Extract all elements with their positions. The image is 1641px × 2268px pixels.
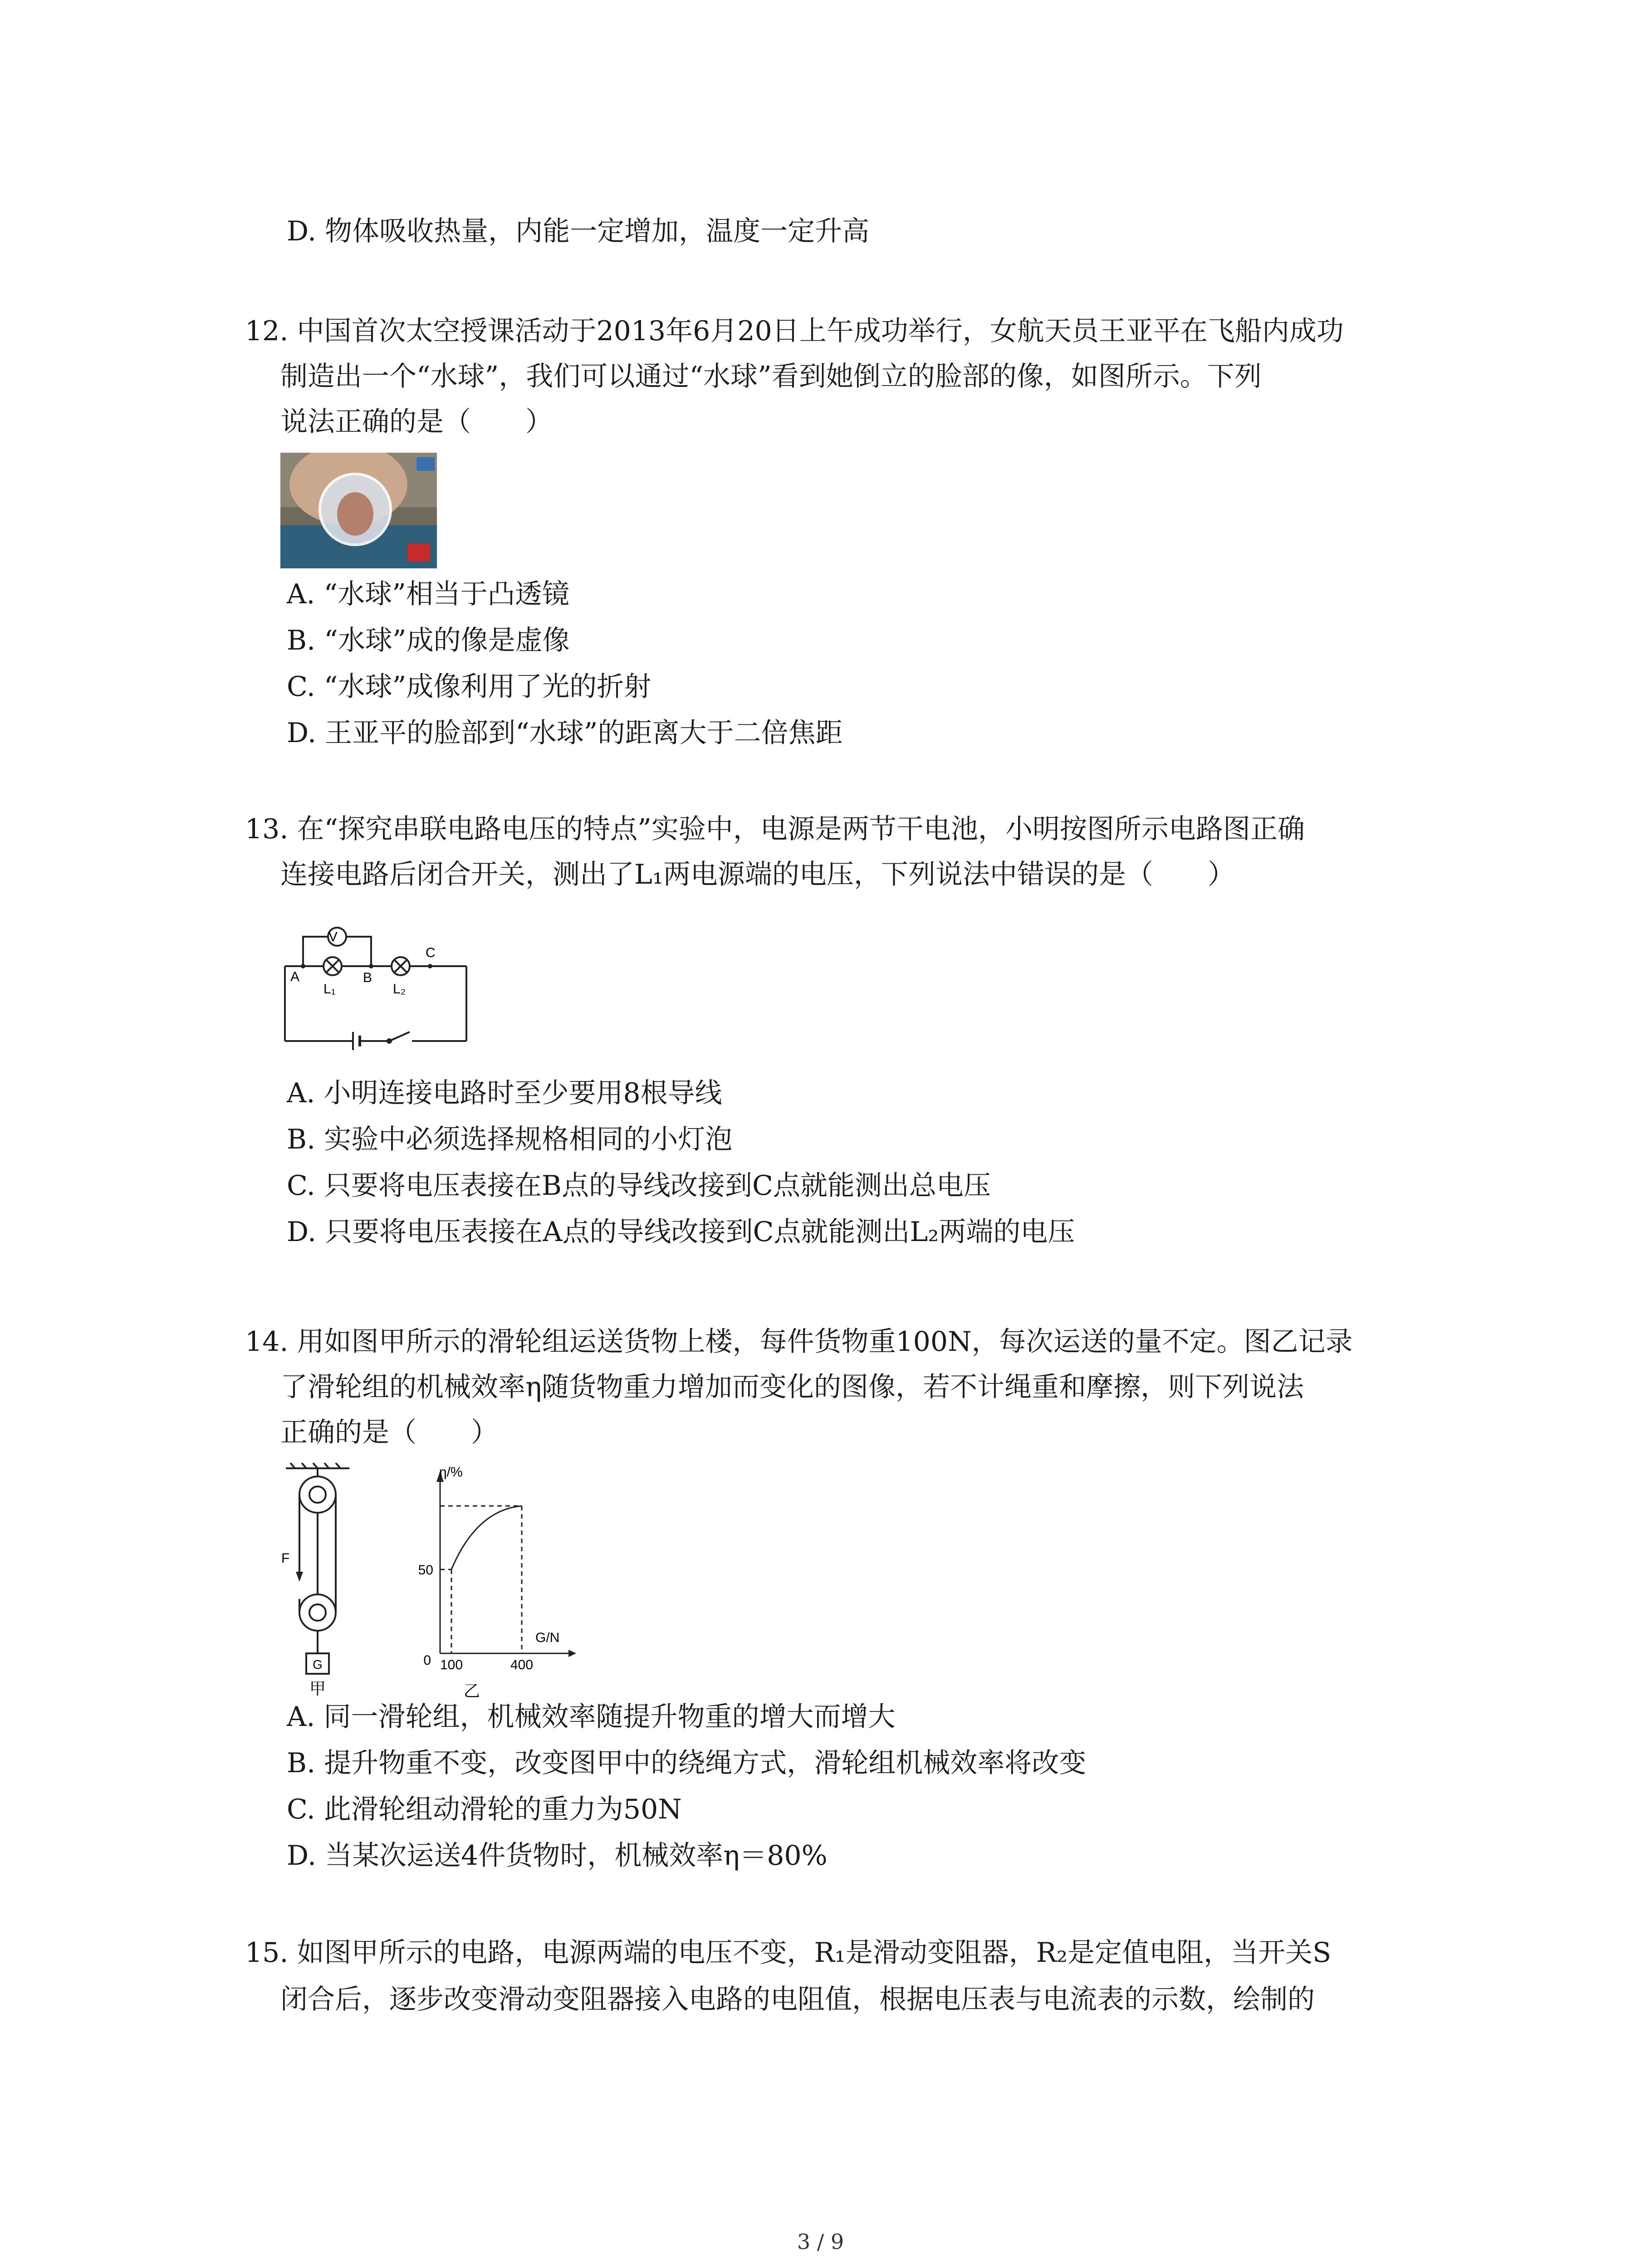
q13-label-v: V bbox=[328, 929, 338, 944]
q14-label-g: G bbox=[313, 1657, 323, 1672]
q14-option-d: D. 当某次运送4件货物时，机械效率η＝80% bbox=[287, 1840, 828, 1872]
q14-graph-x-axis-label: G/N bbox=[535, 1630, 560, 1645]
q14-stem-line1: 14. 用如图甲所示的滑轮组运送货物上楼，每件货物重100N，每次运送的量不定。图乙记录 bbox=[245, 1326, 1353, 1358]
q12-stem-line2: 制造出一个“水球”，我们可以通过“水球”看到她倒立的脸部的像，如图所示。下列 bbox=[280, 361, 1262, 392]
q13-circuit-diagram bbox=[280, 919, 471, 1064]
q12-option-c: C. “水球”成像利用了光的折射 bbox=[287, 671, 652, 703]
q14-stem-line2: 了滑轮组的机械效率η随货物重力增加而变化的图像，若不计绳重和摩擦，则下列说法 bbox=[280, 1371, 1304, 1403]
q14-graph-y-tick-50: 50 bbox=[418, 1563, 433, 1578]
q14-graph-x-tick-400: 400 bbox=[510, 1657, 534, 1672]
q13-option-d: D. 只要将电压表接在A点的导线改接到C点就能测出L₂两端的电压 bbox=[287, 1216, 1075, 1248]
q14-option-c: C. 此滑轮组动滑轮的重力为50N bbox=[287, 1794, 682, 1825]
q13-label-b: B bbox=[363, 970, 372, 985]
q14-graph-x-tick-100: 100 bbox=[440, 1657, 463, 1672]
q11-option-d: D. 物体吸收热量，内能一定增加，温度一定升高 bbox=[287, 215, 870, 247]
q14-pulley-figure-jia bbox=[281, 1463, 354, 1699]
q12-stem-line3: 说法正确的是（ ） bbox=[280, 406, 553, 438]
q13-option-b: B. 实验中必须选择规格相同的小灯泡 bbox=[287, 1124, 733, 1155]
q13-label-l1: L₁ bbox=[323, 982, 336, 997]
q12-water-ball-photo bbox=[280, 453, 437, 568]
q13-stem-line2: 连接电路后闭合开关，测出了L₁两电源端的电压，下列说法中错误的是（ ） bbox=[280, 859, 1235, 890]
q14-efficiency-graph-yi bbox=[386, 1463, 576, 1699]
q14-label-jia: 甲 bbox=[309, 1679, 326, 1698]
q13-stem-line1: 13. 在“探究串联电路电压的特点”实验中，电源是两节干电池，小明按图所示电路图正确 bbox=[245, 813, 1305, 845]
q15-stem-line1: 15. 如图甲所示的电路，电源两端的电压不变，R₁是滑动变阻器，R₂是定值电阻，当开关S bbox=[245, 1937, 1332, 1969]
page-number: 3 / 9 bbox=[797, 2229, 844, 2254]
q13-option-a: A. 小明连接电路时至少要用8根导线 bbox=[287, 1077, 722, 1109]
q12-stem-line1: 12. 中国首次太空授课活动于2013年6月20日上午成功举行，女航天员王亚平在飞船内成功 bbox=[245, 315, 1344, 347]
q14-stem-line3: 正确的是（ ） bbox=[280, 1417, 498, 1448]
q14-option-b: B. 提升物重不变，改变图甲中的绕绳方式，滑轮组机械效率将改变 bbox=[287, 1747, 1087, 1779]
q13-label-l2: L₂ bbox=[393, 982, 406, 997]
q14-label-f: F bbox=[281, 1551, 290, 1566]
q14-graph-y-axis-label: η/% bbox=[439, 1465, 463, 1480]
q13-option-c: C. 只要将电压表接在B点的导线改接到C点就能测出总电压 bbox=[287, 1170, 991, 1202]
q12-option-b: B. “水球”成的像是虚像 bbox=[287, 625, 570, 656]
q14-label-yi: 乙 bbox=[463, 1681, 480, 1699]
q14-option-a: A. 同一滑轮组，机械效率随提升物重的增大而增大 bbox=[287, 1701, 896, 1733]
q13-label-a: A bbox=[290, 969, 300, 984]
q14-graph-origin: 0 bbox=[423, 1653, 431, 1668]
q15-stem-line2: 闭合后，逐步改变滑动变阻器接入电路的电阻值，根据电压表与电流表的示数，绘制的 bbox=[280, 1984, 1315, 2015]
q12-option-d: D. 王亚平的脸部到“水球”的距离大于二倍焦距 bbox=[287, 717, 843, 749]
q13-label-c: C bbox=[426, 945, 436, 960]
q12-option-a: A. “水球”相当于凸透镜 bbox=[287, 578, 569, 610]
